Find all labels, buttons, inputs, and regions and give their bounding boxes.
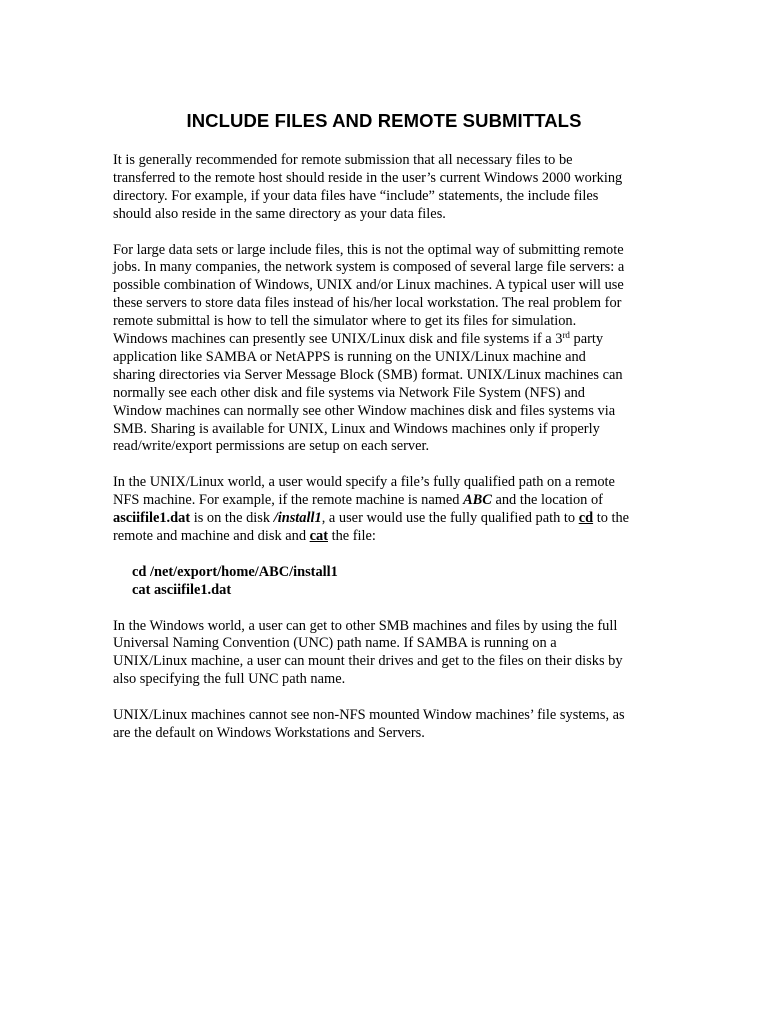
text-line: UNIX/Linux machine, a user can mount their drives and get to the files on their disks by: [113, 653, 623, 670]
text-line: possible combination of Windows, UNIX and/or Linux machines. A typical user will use: [113, 277, 624, 294]
text-fragment: the file:: [327, 528, 376, 544]
text-line: directory. For example, if your data files have “include” statements, the include files: [113, 187, 599, 204]
text-line: [113, 510, 653, 528]
text-line: sharing directories via Server Message Block (SMB) format. UNIX/Linux machines can: [113, 366, 623, 383]
text-line: application like SAMBA or NetAPPS is running on the UNIX/Linux machine and: [113, 348, 586, 365]
paragraph-4: [113, 618, 653, 690]
text-line: are the default on Windows Workstations and Servers.: [113, 724, 425, 741]
text-fragment: to the: [593, 510, 630, 527]
text-fragment: , a user would use the fully qualified path to: [321, 510, 579, 527]
text-line: SMB. Sharing is available for UNIX, Linux and Windows machines only if properly: [113, 420, 600, 437]
text-line: [113, 331, 653, 349]
paragraph-5: [113, 707, 653, 743]
paragraph-1: [113, 152, 653, 224]
text-line: UNIX/Linux machines cannot see non-NFS mounted Window machines’ file systems, as: [113, 707, 625, 724]
paragraph-3: [113, 474, 653, 546]
command-line: cat asciifile1.dat: [132, 581, 232, 598]
text-line: normally see each other disk and file systems via Network File System (NFS) and: [113, 384, 586, 401]
text-fragment: party: [569, 331, 604, 348]
text-fragment: and the location of: [491, 492, 603, 509]
command-cat: cat: [309, 528, 328, 544]
command-block: [132, 564, 653, 600]
text-line: read/write/export permissions are setup on each server.: [113, 438, 430, 455]
machine-name: ABC: [463, 492, 492, 509]
text-fragment: NFS machine. For example, if the remote machine is named: [113, 492, 464, 509]
paragraph-2: [113, 242, 653, 457]
file-name: asciifile1.dat: [113, 510, 191, 527]
text-line: Universal Naming Convention (UNC) path name. If SAMBA is running on a: [113, 635, 557, 652]
text-line: In the UNIX/Linux world, a user would specify a file’s fully qualified path on a remote: [113, 474, 615, 491]
document-body: [113, 152, 653, 761]
text-line: Window machines can normally see other Window machines disk and files systems via: [113, 402, 616, 419]
text-line: [113, 492, 653, 510]
text-line: [113, 528, 653, 546]
text-line: In the Windows world, a user can get to other SMB machines and files by using the full: [113, 617, 618, 634]
text-line: should also reside in the same directory as your data files.: [113, 205, 446, 222]
text-line: these servers to store data files instead of his/her local workstation. The real problem for: [113, 295, 622, 312]
text-fragment: remote and machine and disk and: [113, 528, 310, 544]
text-line: remote submittal is how to tell the simulator where to get its files for simulation.: [113, 313, 577, 330]
document-title: INCLUDE FILES AND REMOTE SUBMITTALS: [186, 110, 582, 131]
ordinal-superscript: rd: [562, 330, 570, 341]
text-line: It is generally recommended for remote submission that all necessary files to be: [113, 152, 573, 168]
command-line: cd /net/export/home/ABC/install1: [132, 563, 338, 580]
disk-name: /install1: [273, 510, 322, 527]
text-line: also specifying the full UNC path name.: [113, 671, 346, 688]
text-line: jobs. In many companies, the network system is composed of several large file servers: a: [113, 259, 625, 276]
command-cd: cd: [578, 510, 594, 527]
text-fragment: is on the disk: [190, 510, 274, 527]
text-fragment: Windows machines can presently see UNIX/Linux disk and file systems if a 3: [113, 331, 563, 348]
text-line: transferred to the remote host should reside in the user’s current Windows 2000 working: [113, 169, 623, 186]
text-line: For large data sets or large include files, this is not the optimal way of submitting remote: [113, 241, 624, 258]
